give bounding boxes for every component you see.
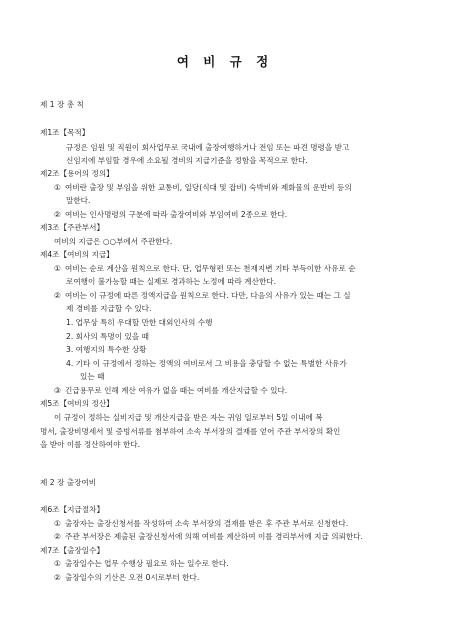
item-text: 여비는 인사명령의 구분에 따라 출장여비와 부임여비 2종으로 한다. <box>65 210 288 219</box>
article-4-heading: 제4조【여비의 지급】 <box>40 250 114 259</box>
article-3-line: 여비의 지급은 ○○부에서 주관한다. <box>54 237 173 246</box>
item-text: 주관 부서장은 제출된 출장신청서에 의해 여비를 계산하여 이를 경리부서에 지급 의뢰한다. <box>65 532 363 541</box>
article-6-item-1 <box>54 519 348 529</box>
article-5-heading: 제5조【여비의 정산】 <box>40 399 114 408</box>
chapter-1-heading: 제 1 장 총 칙 <box>40 100 84 109</box>
article-4-sub-item: 3. 여행지의 특수한 상황 <box>66 345 147 354</box>
item-marker: ① <box>54 519 61 528</box>
article-1-line: 규정은 임원 및 직원이 회사업무로 국내에 출장여행하거나 전임 또는 파견 명령을 받고 <box>66 143 350 152</box>
article-4-item-2 <box>54 291 351 301</box>
article-5-line: 명서, 출장비명세서 및 증빙서류를 첨부하여 소속 부서장의 결재를 얻어 주관 부서장의 확인 <box>40 427 341 436</box>
chapter-2-heading: 제 2 장 출장여비 <box>40 478 97 487</box>
article-4-sub-item: 1. 업무상 특히 우대할 만한 대외인사의 수행 <box>66 318 213 327</box>
article-1-heading: 제1조【목적】 <box>40 128 90 137</box>
document-title: 여 비 규 정 <box>176 54 274 69</box>
item-marker: ② <box>54 532 61 541</box>
item-text: 긴급용무로 인해 계산 여유가 없을 때는 여비를 개산지급할 수 있다. <box>65 386 288 395</box>
item-marker: ② <box>54 210 61 219</box>
article-4-sub-item: 4. 기타 이 규정에서 정하는 정액의 여비로서 그 비용을 충당할 수 없는 특별한 사유가 <box>66 359 347 368</box>
article-6-item-2 <box>54 532 363 542</box>
article-5-line: 이 규정이 정하는 실비지급 및 개산지급을 받은 자는 귀임 일로부터 5일 이내에 복 <box>54 413 323 422</box>
item-marker: ② <box>54 573 61 582</box>
article-4-item-1 <box>54 264 356 274</box>
article-7-item-1 <box>54 559 229 569</box>
item-marker: ② <box>54 291 61 300</box>
item-marker: ③ <box>54 386 61 395</box>
article-2-item-2 <box>54 210 287 220</box>
article-7-item-2 <box>54 573 199 583</box>
item-marker: ① <box>54 183 61 192</box>
article-5-line: 을 받아 이를 정산하여야 한다. <box>40 440 141 449</box>
article-1-line: 신임지에 부임할 경우에 소요될 경비의 지급기준을 정함을 목적으로 한다. <box>66 156 308 165</box>
item-marker: ① <box>54 559 61 568</box>
article-6-heading: 제6조【지급절차】 <box>40 505 105 514</box>
item-marker: ① <box>54 264 61 273</box>
article-3-heading: 제3조【주관부서】 <box>40 223 105 232</box>
item-text: 여비는 이 규정에 따른 정액지급을 원칙으로 한다. 다만, 다음의 사유가 있는 때는 그 실 <box>65 291 351 300</box>
item-text: 출장자는 출장신청서를 작성하여 소속 부서장의 결재를 받은 후 주관 부서로 신청한다. <box>65 519 349 528</box>
article-4-sub-item: 2. 회사의 특명이 있을 때 <box>66 332 149 341</box>
item-text: 출장일수는 업무 수행상 필요로 하는 일수로 한다. <box>65 559 229 568</box>
article-7-heading: 제7조【출장일수】 <box>40 546 105 555</box>
article-4-item-3 <box>54 386 287 396</box>
article-2-item-1 <box>54 183 352 193</box>
item-text: 여비란 출장 및 부임을 위한 교통비, 일당(식대 및 잡비) 숙박비와 제화물의 운반비 등의 <box>65 183 352 192</box>
article-2-item-1-cont: 말한다. <box>66 196 91 205</box>
article-4-item-2-cont: 제 경비를 지급할 수 있다. <box>66 304 152 313</box>
article-2-heading: 제2조【용어의 정의】 <box>40 169 114 178</box>
article-4-sub-item-cont: 있는 때 <box>80 372 105 381</box>
item-text: 여비는 순로 계산을 원칙으로 한다. 단, 업무형편 또는 천재지변 기타 부득이한 사유로 순 <box>65 264 356 273</box>
item-text: 출장일수의 기산은 오전 0시로부터 한다. <box>65 573 200 582</box>
article-4-item-1-cont: 로여행이 불가능할 때는 실제로 경과하는 노정에 따라 계산한다. <box>66 277 277 286</box>
